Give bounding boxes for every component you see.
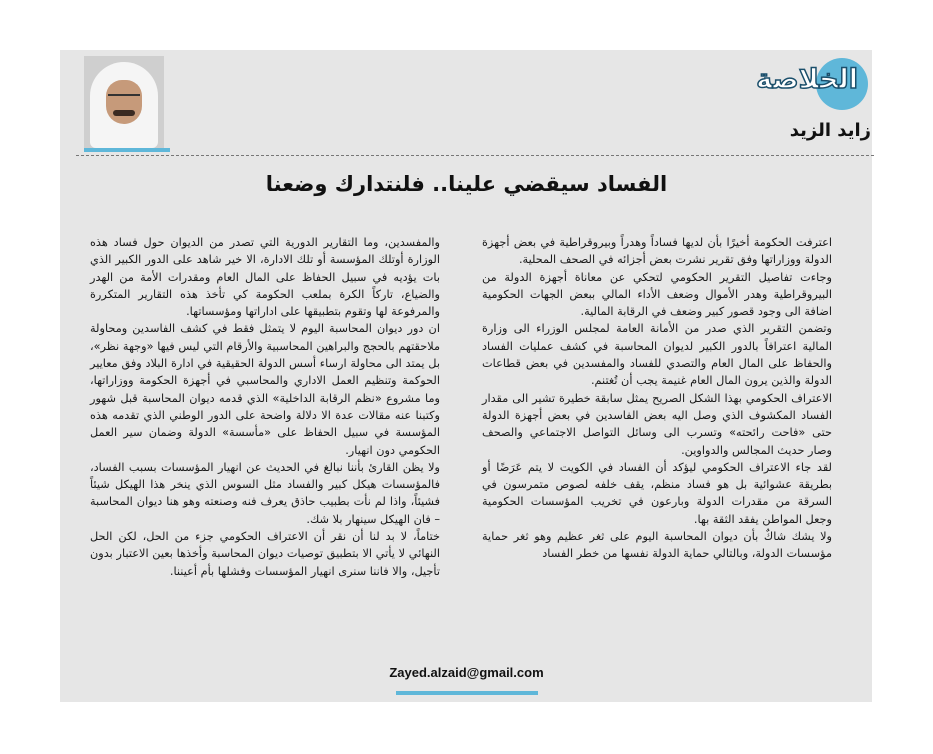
section-logo-text: الخلاصة	[756, 64, 858, 95]
author-name: زايد الزيد	[789, 120, 871, 141]
paragraph: الاعتراف الحكومي بهذا الشكل الصريح يمثل سابقة خطيرة تشير الى مقدار الفساد المكشوف الذي وصل اليه بعض الفاسدين في بعض أجهزة الدولة حتى «فاحت رائحته» وتسرب الى وسائل التواصل الاجتماعي والصحف وصار حديث المجالس والدواوين.	[482, 391, 832, 457]
photo-accent-bar	[84, 148, 170, 152]
article-column-right	[482, 234, 832, 563]
paragraph: وتضمن التقرير الذي صدر من الأمانة العامة لمجلس الوزراء الى وزارة المالية اعترافاً بالدور الكبير لديوان المحاسبة في كشف عمليات الفساد والحفاظ على المال العام والتصدي للفساد والمفسدين في بعض قطاعات الدولة والذين يرون المال العام غنيمة يجب أن تُغتنم.	[482, 322, 832, 388]
email-accent-bar	[396, 691, 538, 695]
paragraph: لقد جاء الاعتراف الحكومي ليؤكد أن الفساد في الكويت لا يتم عَرَضًا أو بطريقة عشوائية بل هو فساد منظم، يقف خلفه لصوص متمرسون في السرقة من مقدرات الدولة وبارعون في تخريب المؤسسات الحكومية وجعل المواطن يفقد الثقة بها.	[482, 460, 832, 526]
paragraph: وجاءت تفاصيل التقرير الحكومي لتحكي عن معاناة أجهزة الدولة من البيروقراطية وهدر الأموال وضعف الأداء المالي ببعض الجهات الحكومية اضافة الى وجود قصور كبير وضعف في الرقابة المالية.	[482, 270, 832, 319]
paragraph: ولا يظن القارئ بأننا نبالغ في الحديث عن انهيار المؤسسات بسبب الفساد، فالمؤسسات هيكل كبير والفساد مثل السوس الذي ينخر هذا الهيكل شيئاً فشيئاً، واذا لم نأت بطبيب حاذق يعرف فنه وصنعته وهو هنا ديوان المحاسبة – فان الهيكل سينهار بلا شك.	[90, 460, 440, 526]
paragraph: اعترفت الحكومة أخيرًا بأن لديها فساداً وهدراً وبيروقراطية في بعض أجهزة الدولة ووزاراتها وفق تقرير نشرت بعض أجزائه في الصحف المحلية.	[482, 236, 832, 267]
paragraph: ختاماً، لا بد لنا أن نقر أن الاعتراف الحكومي جزء من الحل، لكن الحل النهائي لا يأتي الا بتطبيق توصيات ديوان المحاسبة وأخذها بعين الاعتبار بدون تأجيل، والا فاننا سنرى انهيار المؤسسات وفشلها بأم أعيننا.	[90, 530, 440, 578]
article-headline: الفساد سيقضي علينا.. فلنتدارك وضعنا	[265, 172, 668, 196]
paragraph: ان دور ديوان المحاسبة اليوم لا يتمثل فقط في كشف الفاسدين ومحاولة ملاحقتهم بالحجج والبراهين المحاسبية والأرقام التي ليس فيها «وجهة نظر»، بل يمتد الى محاولة ارساء أسس الدولة الحقيقية في ادارة البلاد وفق معايير الحوكمة وتنظيم العمل الاداري والمحاسبي في أجهزة الحكومة ووزاراتها، وما مشروع «نظم الرقابة الداخلية» الذي قدمه ديوان المحاسبة قبل شهور وكتبنا عنه مقالات عدة الا دلالة واضحة على الدور الوطني الذي تقدمه هذه المؤسسة في سبيل الحفاظ على «مأسسة» الدولة وضمان سير العمل الحكومي دون انهيار.	[90, 322, 440, 457]
paragraph: ولا يشك شاكٌ بأن ديوان المحاسبة اليوم على ثغر عظيم وهو ثغر حماية مؤسسات الدولة، وبالتالي حماية الدولة نفسها من خطر الفساد	[482, 530, 832, 561]
paragraph: والمفسدين، وما التقارير الدورية التي تصدر من الديوان حول فساد هذه الوزارة أوتلك المؤسسة أو تلك الادارة، الا خير شاهد على الدور الكبير الذي بات يؤديه في سبيل الحفاظ على المال العام ومقدرات الأمة من الهدر والضياع، تاركاً الكرة بملعب الحكومة كي تأخذ هذه التقارير المتكررة والمرفوعة لها وتقوم بتطبيقها على اداراتها ومؤسساتها.	[90, 236, 440, 319]
author-email[interactable]: Zayed.alzaid@gmail.com	[389, 665, 544, 680]
article-column-left	[90, 234, 440, 580]
header-divider	[76, 155, 874, 156]
author-photo	[84, 56, 164, 148]
section-logo	[752, 58, 870, 110]
